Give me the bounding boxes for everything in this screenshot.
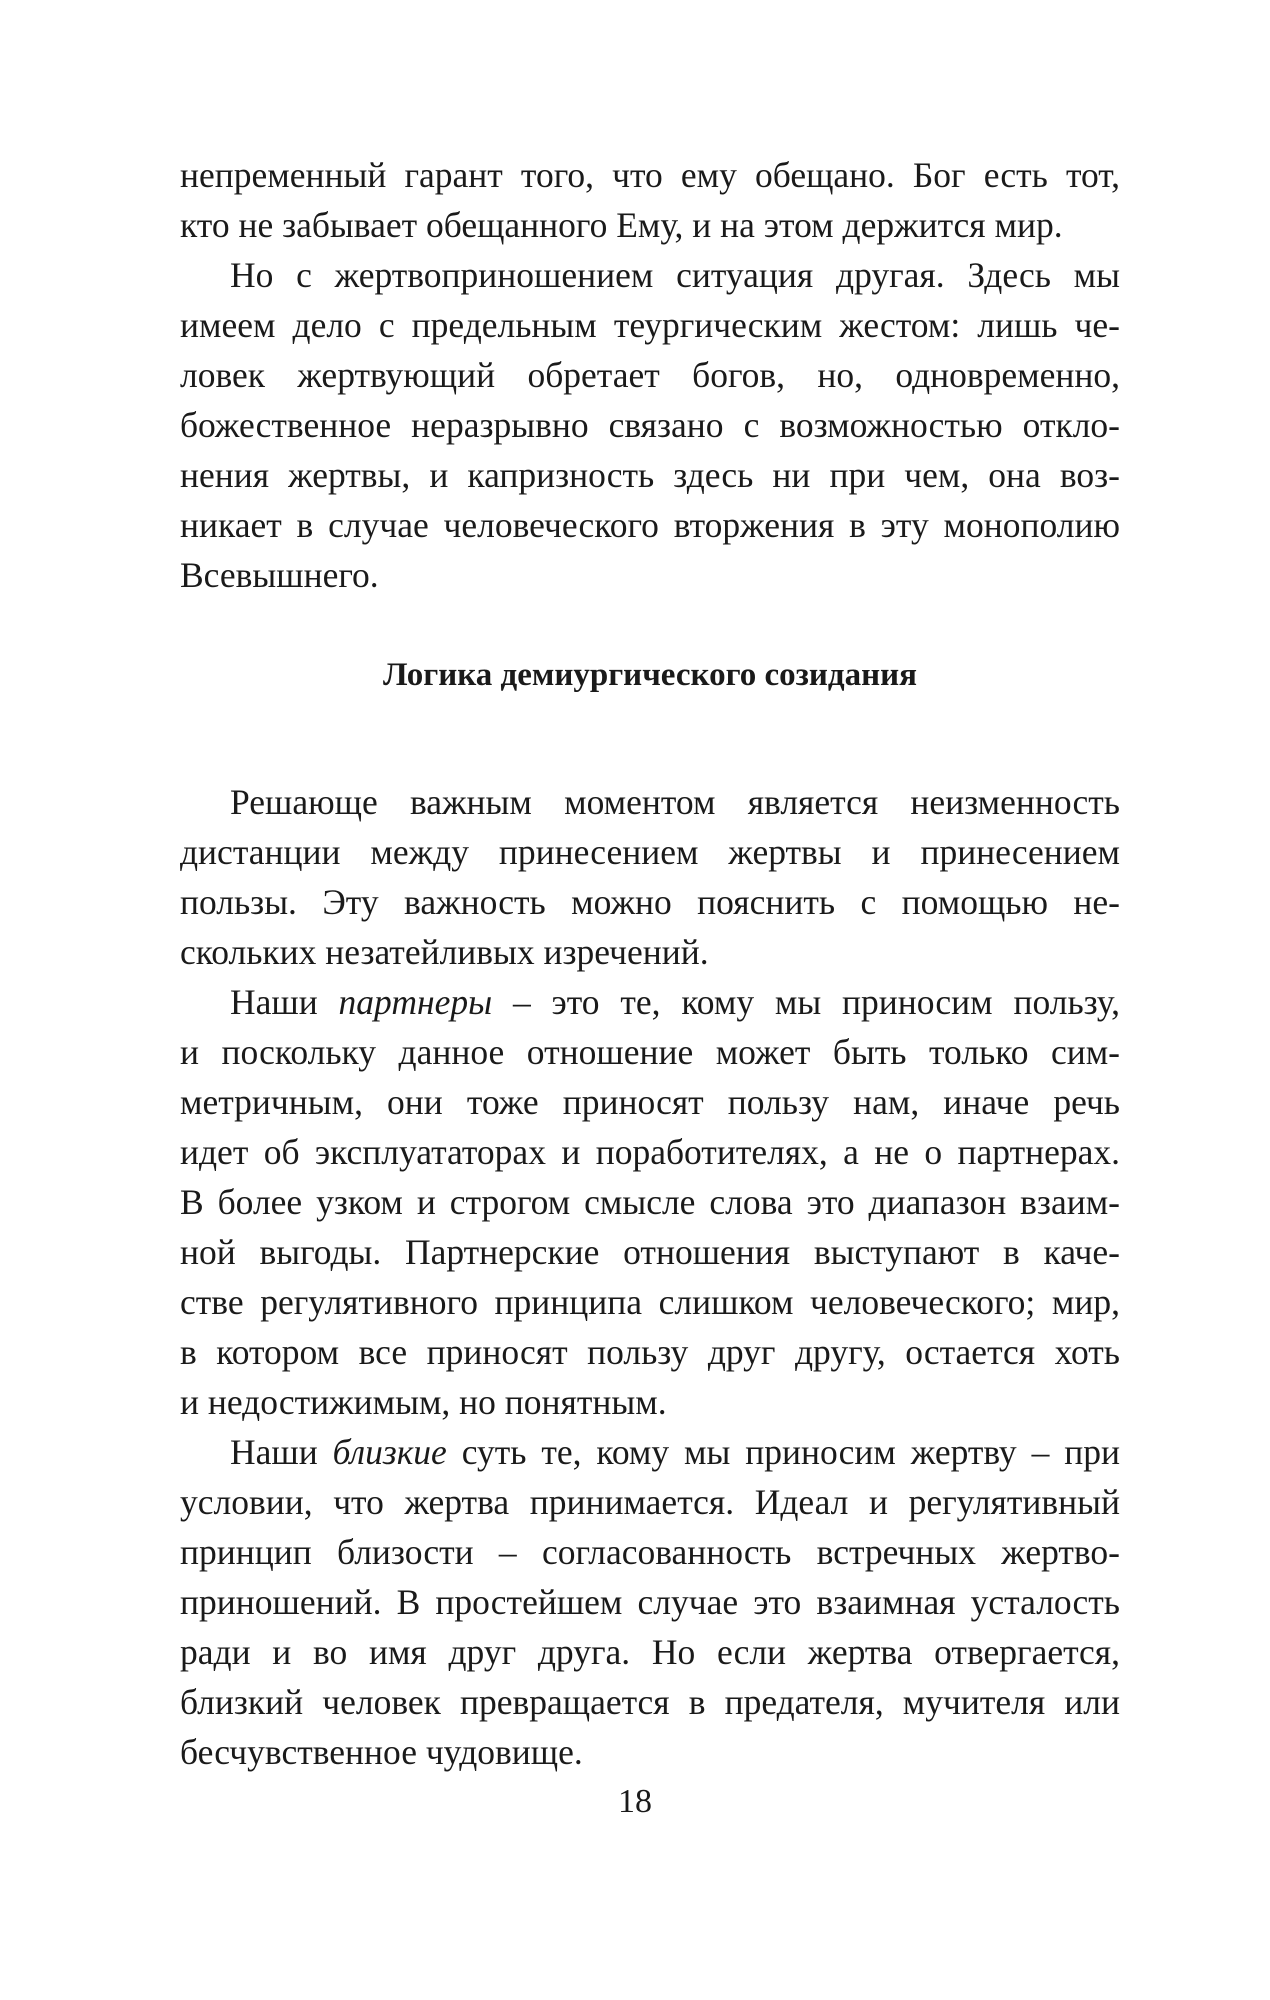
text-line: Но с жертвоприношением ситуация другая. Здесь мы [230,255,1120,295]
page-number: 18 [618,1783,652,1820]
text-line: близкий человек превращается в предателя, мучителя или [180,1682,1120,1723]
text-line: метричным, они тоже приносят пользу нам, иначе речь [180,1082,1120,1123]
text-line: Всевышнего. [180,555,379,595]
text-line: приношений. В простейшем случае это взаимная усталость [180,1582,1120,1623]
text-line: и поскольку данное отношение может быть только сим- [180,1032,1120,1073]
paragraph [180,777,1120,977]
text-line: скольких незатейливых изречений. [180,932,709,973]
text-run: Наши [230,1432,333,1473]
italic-term: партнеры [338,982,493,1023]
text-line: Решающе важным моментом является неизменность [230,782,1120,823]
text-line: нения жертвы, и капризность здесь ни при чем, она воз- [180,455,1120,495]
text-line: божественное неразрывно связано с возможностью откло- [180,405,1120,445]
text-line [180,1427,1120,1477]
text-line [180,977,1120,1027]
text-line: бесчувственное чудовище. [180,1732,583,1773]
paragraph [180,977,1120,1427]
text-run: Наши [230,982,339,1023]
text-line: условии, что жертва принимается. Идеал и регулятивный [180,1482,1120,1523]
paragraph [180,250,1120,600]
paragraph [180,1427,1120,1777]
text-line: и недостижимым, но понятным. [180,1382,667,1423]
text-line: В более узком и строгом смысле слова это диапазон взаим- [180,1182,1120,1223]
text-line: пользы. Эту важность можно пояснить с помощью не- [180,882,1120,923]
text-line: дистанции между принесением жертвы и принесением [180,832,1120,873]
text-line: непременный гарант того, что ему обещано. Бог есть тот, [180,155,1120,195]
text-line: ради и во имя друг друга. Но если жертва отвергается, [180,1632,1120,1673]
page-body [180,150,1120,1777]
text-line: имеем дело с предельным теургическим жестом: лишь че- [180,305,1120,345]
text-run: – это те, кому мы приносим пользу, [492,982,1120,1023]
text-line: принцип близости – согласованность встречных жертво- [180,1532,1120,1573]
section-heading: Логика демиургического созидания [382,657,917,693]
paragraph [180,150,1120,250]
text-line: идет об эксплуататорах и поработителях, а не о партнерах. [180,1132,1120,1173]
text-line: стве регулятивного принципа слишком человеческого; мир, [180,1282,1120,1323]
text-line: кто не забывает обещанного Ему, и на этом держится мир. [180,205,1063,245]
text-run: суть те, кому мы приносим жертву – при [446,1432,1120,1473]
text-line: никает в случае человеческого вторжения в эту монополию [180,505,1120,545]
text-line: ной выгоды. Партнерские отношения выступают в каче- [180,1232,1120,1273]
text-line: ловек жертвующий обретает богов, но, одновременно, [180,355,1120,395]
italic-term: близкие [332,1432,447,1473]
text-line: в котором все приносят пользу друг другу, остается хоть [180,1332,1120,1373]
